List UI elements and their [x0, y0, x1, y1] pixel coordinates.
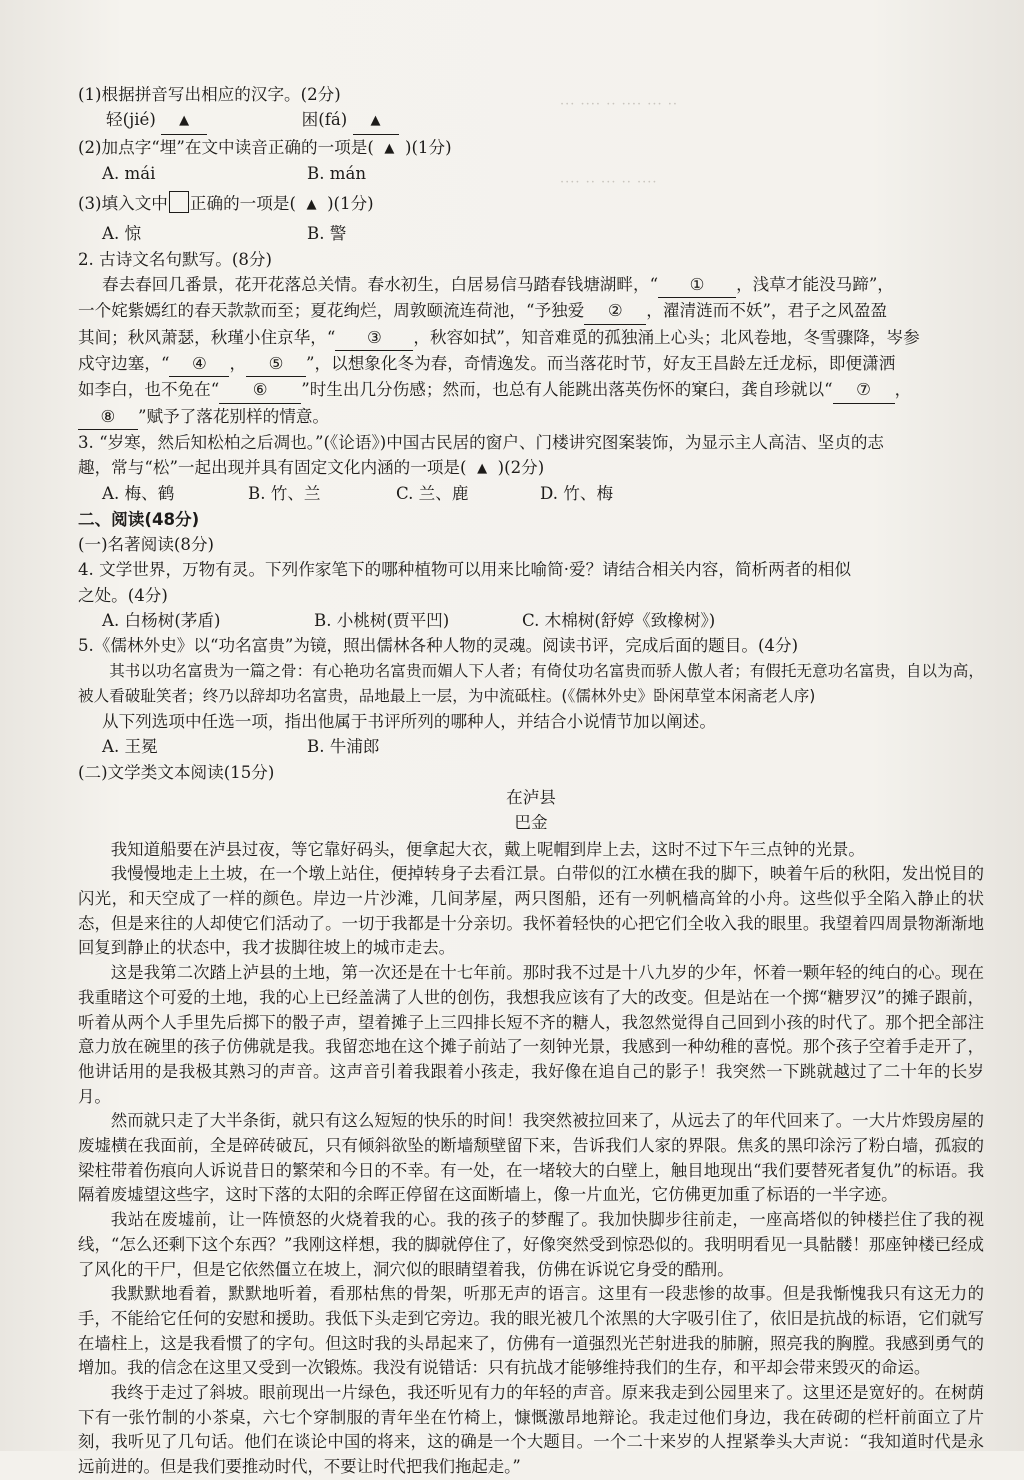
q5-line-1: 5.《儒林外史》以“功名富贵”为镜，照出儒林各种人物的灵魂。阅读书评，完成后面的题目。(4分) — [78, 636, 799, 656]
pinyin-jie: 轻(jié) — [106, 110, 156, 130]
q1-3-score: )(1分) — [327, 194, 374, 214]
blank-2[interactable]: ② — [584, 298, 646, 324]
option-a[interactable]: A. 惊 — [102, 224, 142, 244]
blank-8[interactable]: ⑧ — [78, 404, 138, 430]
article-paragraph: 我站在废墟前，让一阵愤怒的火烧着我的心。我的孩子的梦醒了。我加快脚步往前走，一座高塔似的钟楼拦住了我的视线，“怎么还剩下这个东西？”我刚这样想，我的脚就停住了，好像突然受到惊恐似的。我明明看见一具骷髅！那座钟楼已经成了风化的干尸，但是它依然僵立在坡上，洞穴似的眼睛望着我，仿佛在诉说它身受的酷刑。 — [78, 1210, 984, 1279]
q2-line-3: 其间；秋风萧瑟，秋瑾小住京华，“ ③ ，秋容如拭”，知音难觅的孤独涌上心头；北风卷地，冬雪骤降，岑参 — [78, 325, 984, 351]
q2-line-5: 如李白，也不免在“ ⑥ ”时生出几分伤感；然而，也总有人能跳出落英伤怀的窠臼，龚自珍就以“ ⑦ ， — [78, 377, 984, 403]
answer-triangle-icon: ▲ — [306, 197, 317, 213]
answer-blank[interactable] — [161, 107, 207, 134]
q1-3-question — [78, 191, 984, 217]
option-b[interactable]: B. 竹、兰 — [248, 484, 321, 504]
option-a[interactable]: A. 白杨树(茅盾) — [102, 610, 221, 630]
q5-options — [78, 734, 984, 759]
article-paragraph: 我知道船要在泸县过夜，等它靠好码头，便拿起大衣，戴上呢帽到岸上去，这时不过下午三点钟的光景。 — [110, 839, 865, 859]
q1-3-text: (3)填入文中 — [78, 194, 168, 214]
blank-3[interactable]: ③ — [335, 325, 413, 351]
blank-4[interactable]: ④ — [169, 351, 229, 377]
option-b[interactable]: B. 小桃树(贾平凹) — [314, 610, 450, 630]
q4-line-2: 之处。(4分) — [78, 585, 168, 605]
q1-3-options — [78, 221, 984, 246]
q4-line-1: 4. 文学世界，万物有灵。下列作家笔下的哪种植物可以用来比喻简·爱？请结合相关内容，简析两者的相似 — [78, 560, 852, 580]
pinyin-fa: 困(fá) — [301, 110, 348, 130]
q2-line-2: 一个姹紫嫣红的春天款款而至；夏花绚烂，周敦颐流连荷池，“予独爱 ② ，濯清涟而不妖”，君子之风盈盈 — [78, 298, 984, 324]
article-paragraph: 我默默地看着，默默地听着，看那枯焦的骨架，听那无声的语言。这里有一段悲惨的故事。但是我惭愧我只有这无力的手，不能给它任何的安慰和援助。我低下头走到它旁边。我的眼光被几个浓黑的大字吸引住了，依旧是抗战的标语，它们就写在墙柱上，这是我看惯了的字句。但这时我的头昂起来了，仿佛有一道强烈光芒射进我的肺腑，照亮我的胸膛。我感到勇气的增加。我的信念在这里又受到一次锻炼。我没有说错话：只有抗战才能够维持我们的生存，和平却会带来毁灭的命运。 — [78, 1284, 984, 1378]
q4-options — [78, 608, 984, 633]
option-d[interactable]: D. 竹、梅 — [540, 484, 614, 504]
q2-line-6: ⑧ ”赋予了落花别样的情意。 — [78, 404, 984, 430]
option-a[interactable]: A. mái — [102, 163, 156, 183]
fill-in-box[interactable] — [169, 191, 189, 213]
answer-triangle-icon: ▲ — [477, 461, 488, 477]
book-review-quote: 其书以功名富贵为一篇之骨：有心艳功名富贵而媚人下人者；有倚仗功名富贵而骄人傲人者；有假托无意功名富贵，自以为高，被人看破耻笑者；终乃以辞却功名富贵，品地最上一层，为中流砥柱。(《儒林外史》卧闲草堂本闲斋老人序) — [78, 661, 984, 705]
bleed-through-text: ···· ·· ··· ·· ···· — [560, 175, 658, 190]
article-author: 巴金 — [514, 813, 548, 833]
option-c[interactable]: C. 木棉树(舒婷《致橡树》) — [522, 610, 716, 630]
bleed-through-text: ··· ···· ·· ···· ··· ·· — [560, 97, 679, 112]
section-heading: 二、阅读(48分) — [78, 509, 200, 529]
subsection-heading: (一)名著阅读(8分) — [78, 535, 215, 555]
article-paragraph: 我慢慢地走上土坡，在一个墩上站住，便掉转身子去看江景。白带似的江水横在我的脚下，映着午后的秋阳，发出悦目的闪光，和天空成了一样的颜色。岸边一片沙滩，几间茅屋，两只图船，还有一列帆樯高耸的小舟。这些似乎全陷入静止的状态，但是来往的人却使它们活动了。一切于我都是十分亲切。我怀着轻快的心把它们全收入我的眼里。我望着四周景物渐渐地回复到静止的状态中，我才拔脚往坡上的城市走去。 — [78, 864, 984, 958]
answer-triangle-icon: ▲ — [370, 113, 381, 129]
option-b[interactable]: B. 牛浦郎 — [307, 737, 380, 757]
article-paragraph: 我终于走过了斜坡。眼前现出一片绿色，我还听见有力的年轻的声音。原来我走到公园里来了。这里还是宽好的。在树荫下有一张竹制的小茶桌，六七个穿制服的青年坐在竹椅上，慷慨激昂地辩论。我走过他们身边，我在砖砌的栏杆前面立了片刻，我听见了几句话。他们在谈论中国的将来，这的确是一个大题目。一个二十来岁的人捏紧拳头大声说：“我知道时代是永远前进的。但是我们要推动时代，不要让时代把我们拖起走。” — [78, 1383, 984, 1477]
answer-blank[interactable] — [353, 107, 399, 134]
answer-triangle-icon: ▲ — [179, 113, 190, 129]
q3-line-2: 趣，常与“松”一起出现并具有固定文化内涵的一项是( ▲ )(2分) — [78, 455, 984, 481]
q2-title: 2. 古诗文名句默写。(8分) — [78, 249, 272, 269]
blank-5[interactable]: ⑤ — [246, 351, 306, 377]
q3-options — [78, 481, 984, 506]
q3-line-1: 3. “岁寒，然后知松柏之后凋也。”(《论语》)中国古民居的窗户、门楼讲究图案装饰，为显示主人高洁、坚贞的志 — [78, 432, 885, 452]
article-paragraph: 这是我第二次踏上泸县的土地，第一次还是在十七年前。那时我不过是十八九岁的少年，怀着一颗年轻的纯白的心。现在我重睹这个可爱的土地，我的心上已经盖满了人世的创伤，我想我应该有了大的改变。但是站在一个掷“糖罗汉”的摊子跟前，听着从两个人手里先后掷下的骰子声，望着摊子上三四排长短不齐的糖人，我忽然觉得自己回到小孩的时代了。那个把全部注意力放在碗里的孩子仿佛就是我。我留恋地在这个摊子前站了一刻钟光景，我感到一种幼稚的喜悦。那个孩子空着手走开了，他讲话用的是我极其熟习的声音。这声音引着我跟着小孩走，我好像在追自己的影子！我突然一下跳就越过了二十年的长岁月。 — [78, 963, 984, 1106]
blank-7[interactable]: ⑦ — [833, 377, 895, 403]
blank-6[interactable]: ⑥ — [219, 377, 301, 403]
q1-1-pinyin-row — [78, 107, 984, 134]
q1-2-options — [78, 161, 984, 186]
option-b[interactable]: B. 警 — [307, 224, 347, 244]
subsection-heading: (二)文学类文本阅读(15分) — [78, 762, 275, 782]
q1-2-question — [78, 135, 984, 161]
blank-1[interactable]: ① — [658, 272, 736, 298]
option-a[interactable]: A. 梅、鹤 — [102, 484, 175, 504]
option-c[interactable]: C. 兰、鹿 — [396, 484, 469, 504]
option-a[interactable]: A. 王冕 — [102, 737, 158, 757]
q1-2-score: )(1分) — [404, 137, 452, 157]
q2-line-4: 戍守边塞，“ ④ ， ⑤ ”，以想象化冬为春，奇情逸发。而当落花时节，好友王昌龄左迁龙标，即便潇洒 — [78, 351, 984, 377]
q1-1-instruction: (1)根据拼音写出相应的汉字。(2分) — [78, 85, 341, 104]
q1-2-text: (2)加点字“埋”在文中读音正确的一项是( — [78, 137, 374, 157]
article-paragraph: 然而就只走了大半条街，就只有这么短短的快乐的时间！我突然被拉回来了，从远去了的年代回来了。一大片炸毁房屋的废墟横在我面前，全是碎砖破瓦，只有倾斜欲坠的断墙颓壁留下来，告诉我们人家的界限。焦炙的黑印涂污了粉白墙，孤寂的梁柱带着伤痕向人诉说昔日的繁荣和今日的不幸。有一处，在一堵较大的白壁上，触目地现出“我们要替死者复仇”的标语。我隔着废墟望这些字，这时下落的太阳的余晖正停留在这面断墙上，像一片血光，它仿佛更加重了标语的一半字迹。 — [78, 1111, 984, 1205]
q2-line-1: 春去春回几番景，花开花落总关情。春水初生，白居易信马踏春钱塘湖畔，“ ① ，浅草才能没马蹄”， — [78, 272, 984, 298]
answer-triangle-icon: ▲ — [384, 140, 395, 156]
option-b[interactable]: B. mán — [307, 163, 367, 183]
article-body — [78, 838, 984, 1480]
q5-ask: 从下列选项中任选一项，指出他属于书评所列的哪种人，并结合小说情节加以阐述。 — [102, 712, 716, 732]
q1-3-text-2: 正确的一项是( — [189, 194, 296, 214]
article-title: 在泸县 — [506, 788, 556, 808]
